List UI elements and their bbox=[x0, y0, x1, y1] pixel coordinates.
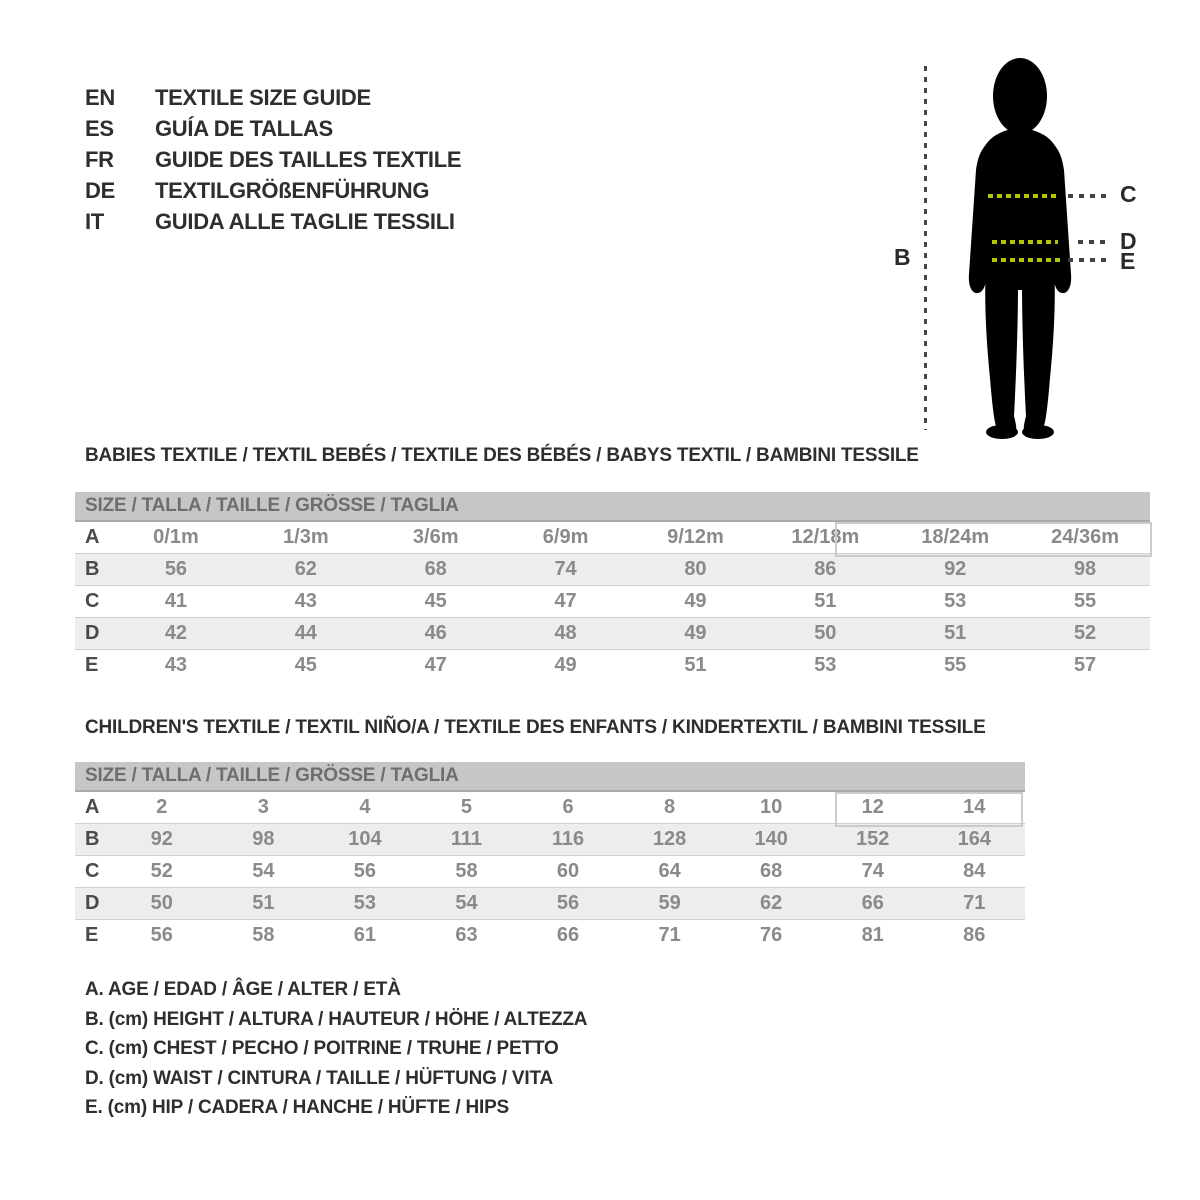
value-cell: 10 bbox=[760, 796, 783, 818]
row-label: C bbox=[85, 590, 100, 612]
children-section-title: CHILDREN'S TEXTILE / TEXTIL NIÑO/A / TEXTILE DES ENFANTS / KINDERTEXTIL / BAMBINI TESSILE bbox=[85, 717, 986, 738]
value-cell: 47 bbox=[424, 654, 447, 676]
value-cell: 45 bbox=[294, 654, 317, 676]
measurement-figure bbox=[880, 50, 1190, 450]
value-cell: 4 bbox=[359, 796, 371, 818]
row-label: E bbox=[85, 924, 99, 946]
language-row-en bbox=[85, 82, 461, 113]
value-cell: 12/18m bbox=[791, 526, 860, 548]
value-cell: 71 bbox=[658, 924, 681, 946]
row-label: B bbox=[85, 828, 100, 850]
chest-connector-line bbox=[1068, 194, 1108, 198]
babies-section-title: BABIES TEXTILE / TEXTIL BEBÉS / TEXTILE DES BÉBÉS / BABYS TEXTIL / BAMBINI TESSILE bbox=[85, 445, 919, 466]
value-cell: 104 bbox=[348, 828, 382, 850]
language-title: GUIDA ALLE TAGLIE TESSILI bbox=[155, 208, 455, 234]
row-label: D bbox=[85, 892, 100, 914]
hip-connector-line bbox=[1068, 258, 1108, 262]
value-cell: 66 bbox=[556, 924, 580, 946]
value-cell: 64 bbox=[658, 860, 681, 882]
row-label: A bbox=[85, 526, 100, 548]
table-header: SIZE / TALLA / TAILLE / GRÖSSE / TAGLIA bbox=[75, 492, 1150, 522]
value-cell: 59 bbox=[658, 892, 681, 914]
value-cell: 56 bbox=[150, 924, 173, 946]
table-row-d bbox=[75, 887, 1025, 919]
language-code: IT bbox=[85, 208, 104, 234]
table-row-c bbox=[75, 855, 1025, 887]
value-cell: 116 bbox=[551, 828, 585, 850]
value-cell: 51 bbox=[684, 654, 707, 676]
value-cell: 14 bbox=[963, 796, 986, 818]
value-cell: 84 bbox=[963, 860, 986, 882]
value-cell: 74 bbox=[554, 558, 577, 580]
height-dotted-line bbox=[924, 66, 927, 430]
row-label: C bbox=[85, 860, 100, 882]
table-row-e bbox=[75, 649, 1150, 681]
value-cell: 44 bbox=[294, 622, 317, 644]
measurement-legend bbox=[85, 975, 587, 1123]
value-cell: 6 bbox=[562, 796, 574, 818]
value-cell: 86 bbox=[963, 924, 986, 946]
value-cell: 53 bbox=[944, 590, 967, 612]
value-cell: 55 bbox=[1073, 590, 1097, 612]
language-title: GUÍA DE TALLAS bbox=[155, 115, 333, 141]
row-label: B bbox=[85, 558, 100, 580]
value-cell: 66 bbox=[861, 892, 884, 914]
value-cell: 50 bbox=[150, 892, 173, 914]
value-cell: 61 bbox=[353, 924, 377, 946]
table-header: SIZE / TALLA / TAILLE / GRÖSSE / TAGLIA bbox=[75, 762, 1025, 792]
value-cell: 63 bbox=[455, 924, 478, 946]
value-cell: 53 bbox=[353, 892, 377, 914]
value-cell: 50 bbox=[814, 622, 837, 644]
value-cell: 9/12m bbox=[667, 526, 724, 548]
value-cell: 76 bbox=[760, 924, 783, 946]
language-row-it bbox=[85, 206, 461, 237]
waist-connector-line bbox=[1078, 240, 1108, 244]
value-cell: 1/3m bbox=[283, 526, 329, 548]
babies-size-table bbox=[75, 492, 1150, 681]
value-cell: 55 bbox=[944, 654, 967, 676]
value-cell: 58 bbox=[455, 860, 478, 882]
value-cell: 24/36m bbox=[1051, 526, 1119, 548]
value-cell: 3/6m bbox=[412, 526, 459, 548]
value-cell: 74 bbox=[861, 860, 884, 882]
value-cell: 51 bbox=[944, 622, 967, 644]
value-cell: 164 bbox=[957, 828, 991, 850]
child-silhouette-icon bbox=[960, 58, 1085, 440]
value-cell: 60 bbox=[556, 860, 580, 882]
value-cell: 43 bbox=[164, 654, 188, 676]
table-row-d bbox=[75, 617, 1150, 649]
legend-waist: D. (cm) WAIST / CINTURA / TAILLE / HÜFTUNG / VITA bbox=[85, 1067, 553, 1089]
legend-age: A. AGE / EDAD / ÂGE / ALTER / ETÀ bbox=[85, 979, 401, 1000]
value-cell: 6/9m bbox=[542, 526, 589, 548]
value-cell: 80 bbox=[684, 558, 707, 580]
chest-label: C bbox=[1120, 181, 1137, 207]
value-cell: 18/24m bbox=[921, 526, 990, 548]
value-cell: 98 bbox=[252, 828, 275, 850]
value-cell: 52 bbox=[150, 860, 173, 882]
row-label: E bbox=[85, 654, 99, 676]
table-row-e bbox=[75, 919, 1025, 951]
value-cell: 98 bbox=[1073, 558, 1097, 580]
value-cell: 86 bbox=[814, 558, 837, 580]
value-cell: 47 bbox=[554, 590, 577, 612]
value-cell: 58 bbox=[252, 924, 275, 946]
legend-height: B. (cm) HEIGHT / ALTURA / HAUTEUR / HÖHE / ALTEZZA bbox=[85, 1008, 588, 1030]
language-code: ES bbox=[85, 115, 114, 141]
value-cell: 5 bbox=[460, 796, 473, 818]
value-cell: 43 bbox=[294, 590, 317, 612]
waist-measure-line bbox=[992, 240, 1058, 244]
table-row-a bbox=[75, 522, 1150, 553]
language-code: FR bbox=[85, 146, 114, 172]
table-row-b bbox=[75, 823, 1025, 855]
value-cell: 49 bbox=[684, 622, 707, 644]
value-cell: 48 bbox=[554, 622, 577, 644]
value-cell: 45 bbox=[424, 590, 447, 612]
table-row-b bbox=[75, 553, 1150, 585]
value-cell: 128 bbox=[652, 828, 687, 850]
hip-label: E bbox=[1120, 248, 1136, 274]
value-cell: 56 bbox=[353, 860, 377, 882]
language-row-es bbox=[85, 113, 461, 144]
value-cell: 92 bbox=[150, 828, 173, 850]
value-cell: 54 bbox=[455, 892, 478, 914]
value-cell: 42 bbox=[164, 622, 188, 644]
children-size-table bbox=[75, 762, 1025, 951]
row-label: D bbox=[85, 622, 100, 644]
value-cell: 49 bbox=[554, 654, 577, 676]
value-cell: 140 bbox=[754, 828, 788, 850]
value-cell: 62 bbox=[760, 892, 783, 914]
legend-hip: E. (cm) HIP / CADERA / HANCHE / HÜFTE / HIPS bbox=[85, 1097, 510, 1119]
value-cell: 52 bbox=[1073, 622, 1097, 644]
value-cell: 92 bbox=[944, 558, 967, 580]
language-row-fr bbox=[85, 144, 461, 175]
value-cell: 57 bbox=[1073, 654, 1097, 676]
value-cell: 12 bbox=[861, 796, 884, 818]
value-cell: 152 bbox=[856, 828, 890, 850]
chest-measure-line bbox=[988, 194, 1056, 198]
language-title: TEXTILGRÖßENFÜHRUNG bbox=[155, 177, 430, 203]
value-cell: 41 bbox=[164, 590, 188, 612]
height-label: B bbox=[894, 244, 911, 270]
value-cell: 71 bbox=[963, 892, 986, 914]
language-row-de bbox=[85, 175, 461, 206]
value-cell: 53 bbox=[814, 654, 837, 676]
value-cell: 0/1m bbox=[153, 526, 199, 548]
value-cell: 54 bbox=[252, 860, 275, 882]
value-cell: 2 bbox=[156, 796, 168, 818]
value-cell: 51 bbox=[814, 590, 837, 612]
row-label: A bbox=[85, 796, 100, 818]
value-cell: 111 bbox=[450, 828, 483, 850]
language-code: DE bbox=[85, 177, 115, 203]
value-cell: 68 bbox=[760, 860, 783, 882]
language-title: GUIDE DES TAILLES TEXTILE bbox=[155, 146, 462, 172]
language-code: EN bbox=[85, 84, 115, 110]
value-cell: 46 bbox=[424, 622, 447, 644]
language-list bbox=[85, 82, 461, 237]
value-cell: 56 bbox=[556, 892, 580, 914]
value-cell: 49 bbox=[684, 590, 707, 612]
legend-chest: C. (cm) CHEST / PECHO / POITRINE / TRUHE / PETTO bbox=[85, 1038, 559, 1060]
value-cell: 3 bbox=[257, 796, 269, 818]
waist-label: D bbox=[1120, 228, 1137, 254]
language-title: TEXTILE SIZE GUIDE bbox=[155, 84, 371, 110]
value-cell: 51 bbox=[252, 892, 275, 914]
table-row-a bbox=[75, 792, 1025, 823]
value-cell: 68 bbox=[424, 558, 447, 580]
value-cell: 8 bbox=[664, 796, 676, 818]
value-cell: 56 bbox=[164, 558, 188, 580]
value-cell: 62 bbox=[294, 558, 317, 580]
table-row-c bbox=[75, 585, 1150, 617]
hip-measure-line bbox=[992, 258, 1062, 262]
value-cell: 81 bbox=[861, 924, 884, 946]
